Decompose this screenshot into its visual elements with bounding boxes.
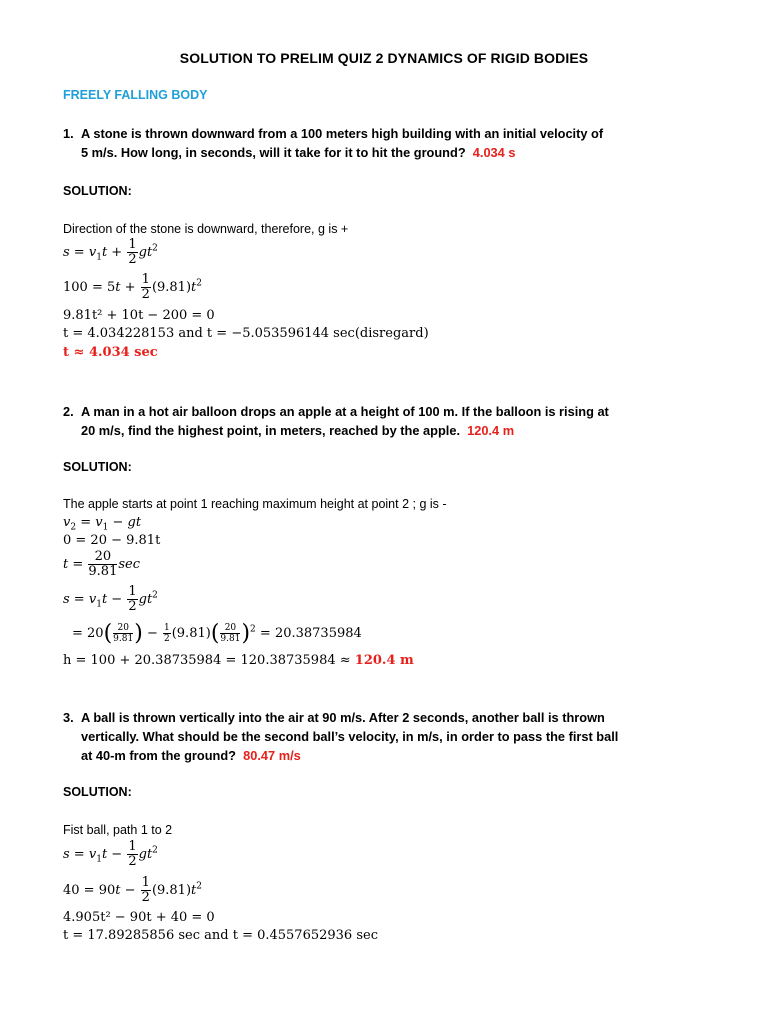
solution-label: SOLUTION: [63, 785, 132, 799]
answer: 4.034 s [472, 145, 516, 160]
height-equation: h = 100 + 20.38735984 = 120.38735984 ≈ [63, 653, 351, 668]
equation: t = 17.89285856 sec and t = 0.4557652936 sec [63, 928, 378, 943]
question-text-line2: 5 m/s. How long, in seconds, will it take for it to hit the ground? [81, 145, 466, 160]
question-text-line1: A man in a hot air balloon drops an apple at a height of 100 m. If the balloon is rising at [81, 404, 609, 419]
equation: 0 = 20 − 9.81t [63, 533, 161, 548]
equation-answer: t ≈ 4.034 sec [63, 345, 158, 360]
question-2 [63, 402, 683, 440]
answer: 120.4 m [467, 423, 515, 438]
solution-text: Fist ball, path 1 to 2 [63, 823, 173, 837]
question-number: 1. [63, 126, 74, 141]
question-1 [63, 124, 683, 162]
equation-answer: 120.4 m [354, 653, 414, 668]
section-heading: FREELY FALLING BODY [63, 88, 208, 102]
page-title: SOLUTION TO PRELIM QUIZ 2 DYNAMICS OF RIGID BODIES [179, 50, 589, 66]
result-value: = 20.38735984 [259, 626, 362, 641]
equation: t = $\frac{20}{9.81}$ sec [63, 549, 141, 579]
question-number: 2. [63, 404, 74, 419]
solution-label: SOLUTION: [63, 184, 132, 198]
equation: $s = v_1t$ − $\frac{1}{2}$ $gt^2$ [63, 839, 158, 869]
equation: $s = v_1t$ − $\frac{1}{2}$ $gt^2$ [63, 584, 158, 614]
answer: 80.47 m/s [243, 748, 301, 763]
equation: $s = v_1t$ + $\frac{1}{2}$ $gt^2$ [63, 237, 158, 267]
question-text-line1: A ball is thrown vertically into the air at 90 m/s. After 2 seconds, another ball is thrown [81, 710, 605, 725]
question-number: 3. [63, 710, 74, 725]
equation: 100 = 5t + $\frac{1}{2}$ $(9.81)t^2$ [63, 272, 202, 302]
solution-text: Direction of the stone is downward, therefore, g is + [63, 222, 349, 236]
solution-text: The apple starts at point 1 reaching maximum height at point 2 ; g is - [63, 497, 447, 511]
equation [63, 653, 414, 668]
solution-label: SOLUTION: [63, 460, 132, 474]
question-text-line1: A stone is thrown downward from a 100 meters high building with an initial velocity of [81, 126, 604, 141]
question-text-line2: 20 m/s, find the highest point, in meters, reached by the apple. [81, 423, 461, 438]
equation: 9.81t² + 10t − 200 = 0 [63, 308, 215, 323]
equation: 4.905t² − 90t + 40 = 0 [63, 910, 215, 925]
question-3 [63, 708, 683, 765]
question-text-line2: vertically. What should be the second ball’s velocity, in m/s, in order to pass the first ball [81, 729, 619, 744]
equation: t = 4.034228153 and t = −5.053596144 sec(disregard) [63, 326, 429, 341]
equation: 40 = 90t − $\frac{1}{2}$ $(9.81)t^2$ [63, 875, 202, 905]
question-text-line3: at 40-m from the ground? [81, 748, 236, 763]
equation: = 20( $\frac{20}{9.81}$ ) − $\frac{1}{2}$ (9.81)( $\frac{20}{9.81}$ )$^2$ = 20.38735984 [72, 621, 362, 646]
equation: $v_2 = v_1$ − gt [63, 515, 142, 533]
